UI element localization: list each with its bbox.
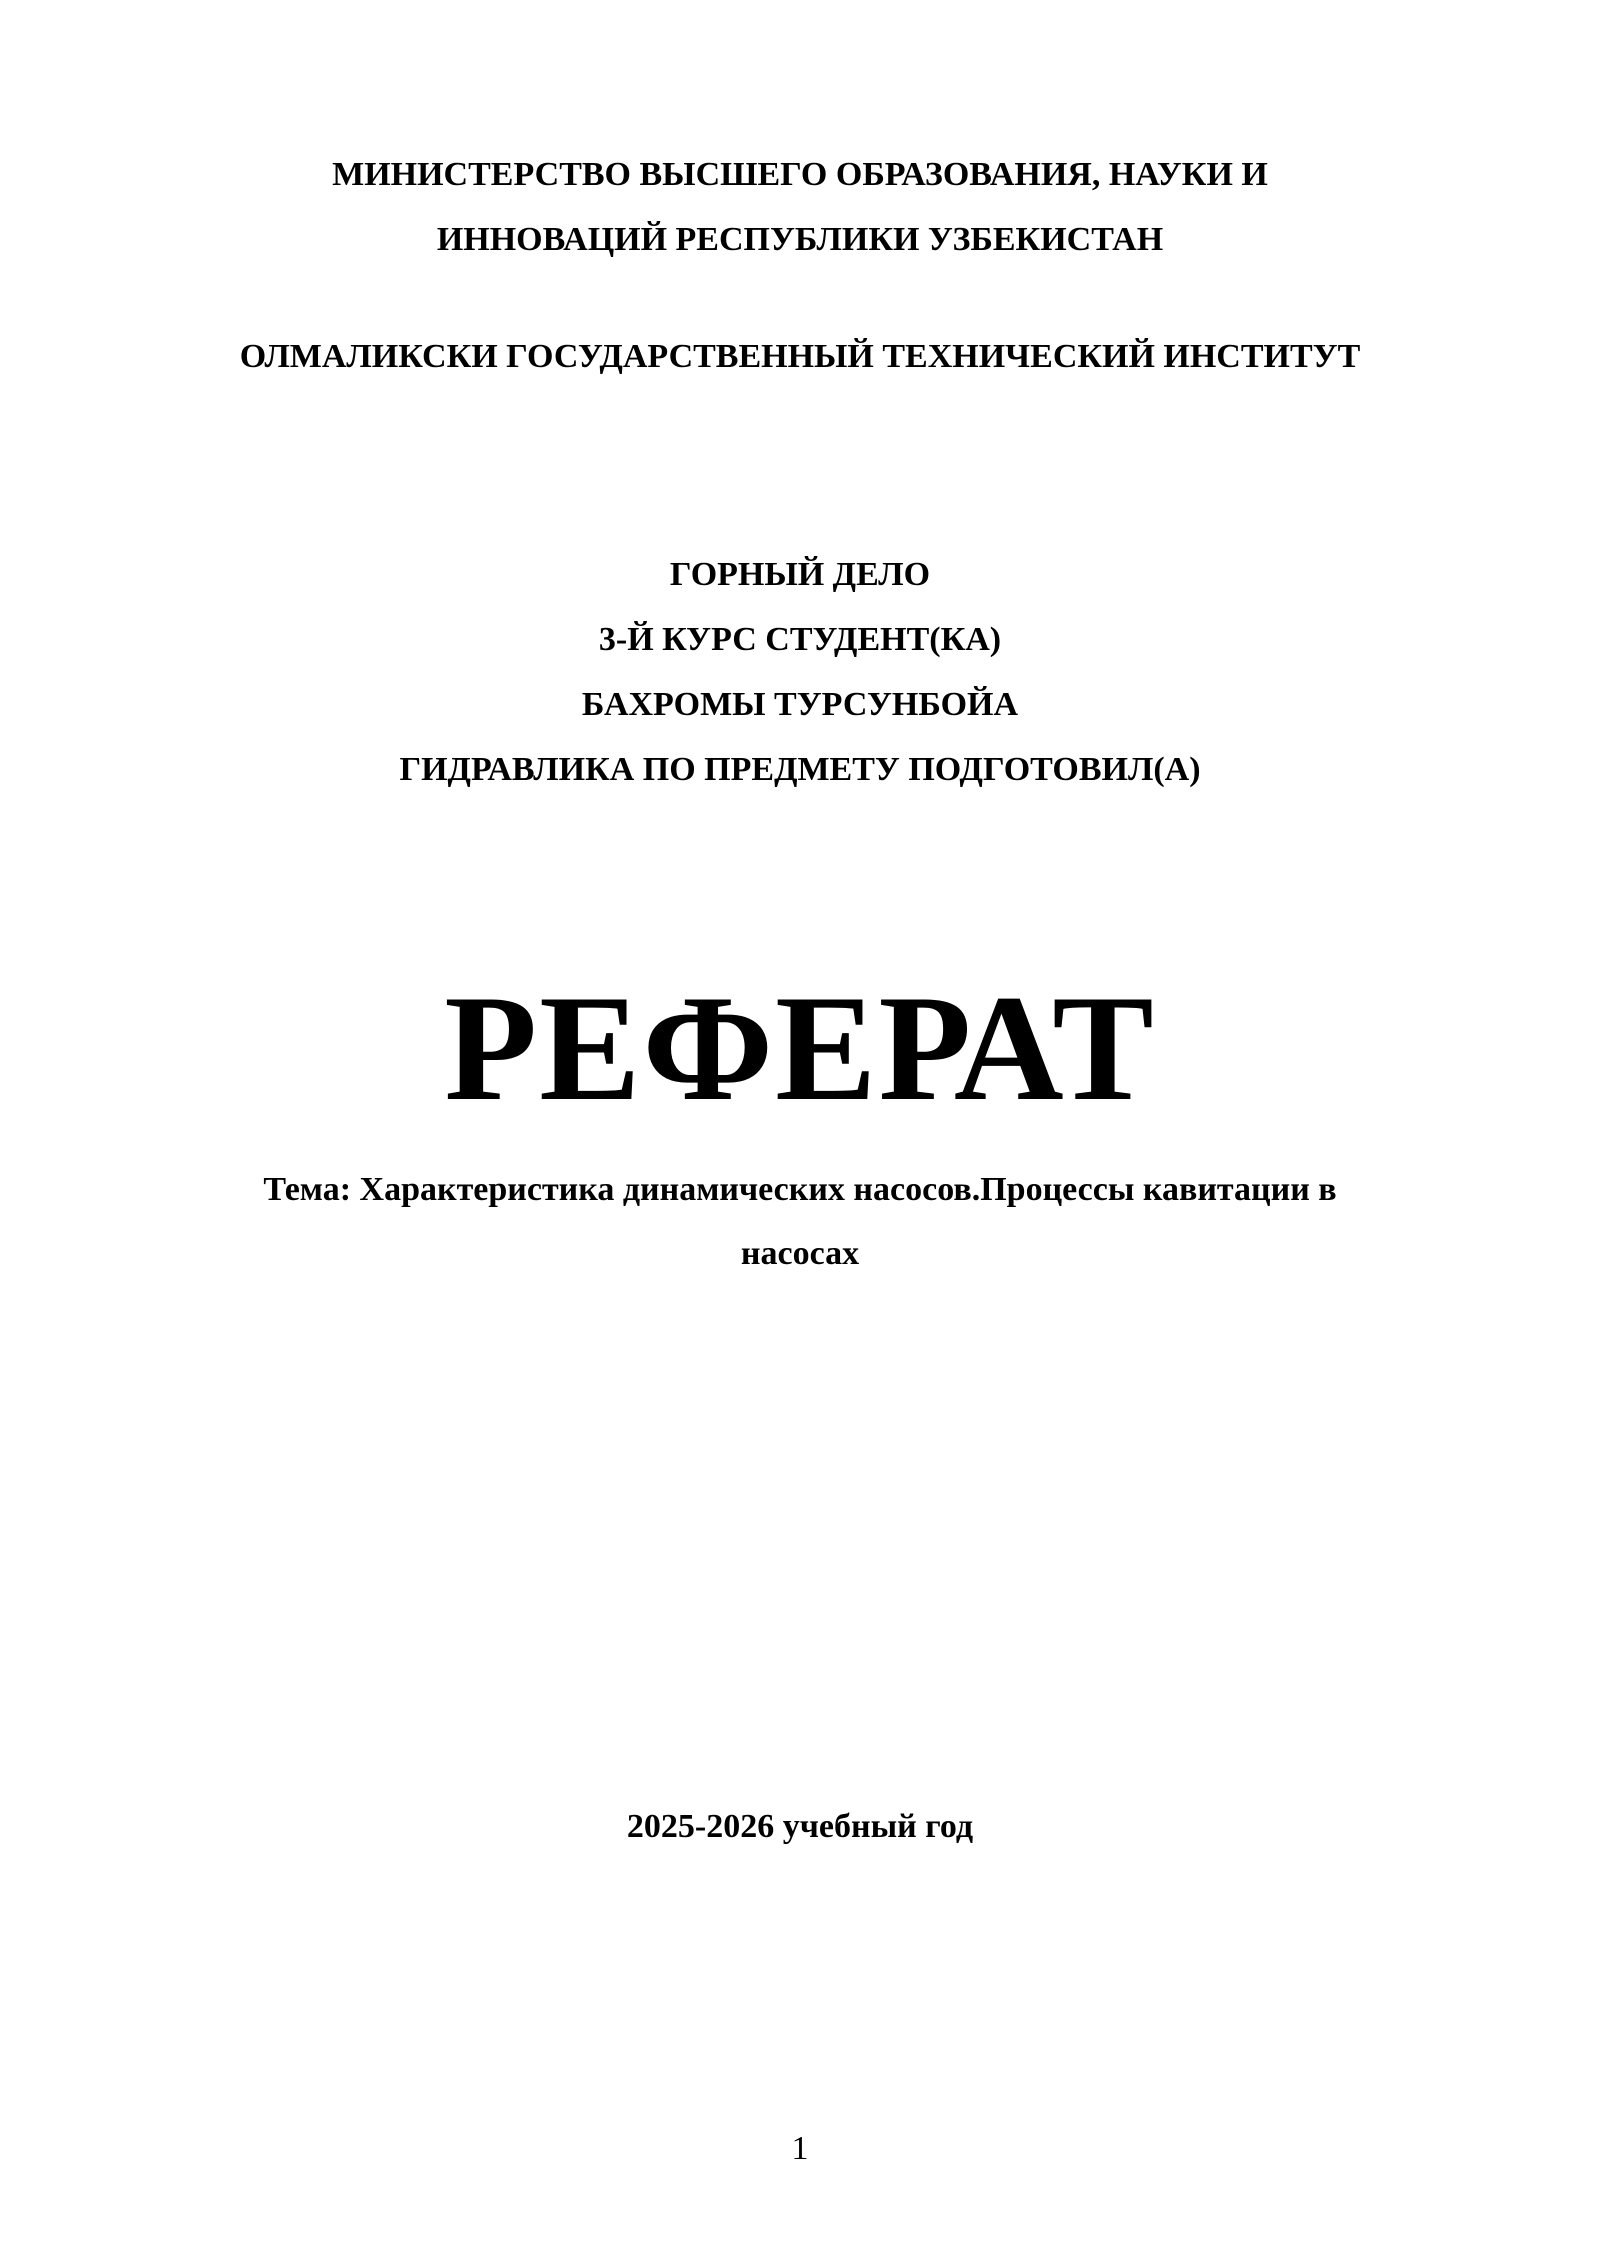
academic-year: 2025-2026 учебный год [626, 1808, 974, 1845]
topic-line-2: насосах [740, 1235, 860, 1272]
student-faculty: ГОРНЫЙ ДЕЛО [669, 556, 931, 593]
ministry-line-1: МИНИСТЕРСТВО ВЫСШЕГО ОБРАЗОВАНИЯ, НАУКИ И [332, 156, 1268, 193]
document-title: РЕФЕРАТ [444, 964, 1156, 1132]
ministry-line-2: ИННОВАЦИЙ РЕСПУБЛИКИ УЗБЕКИСТАН [436, 221, 1164, 258]
student-name: БАХРОМЫ ТУРСУНБОЙА [581, 686, 1019, 723]
institute-name: ОЛМАЛИКСКИ ГОСУДАРСТВЕННЫЙ ТЕХНИЧЕСКИЙ ИНСТИТУТ [239, 338, 1361, 375]
page-number: 1 [791, 2130, 809, 2167]
topic-line-1: Тема: Характеристика динамических насосов.Процессы кавитации в [263, 1171, 1337, 1208]
student-course: 3-Й КУРС СТУДЕНТ(КА) [598, 621, 1002, 658]
subject-prepared-by: ГИДРАВЛИКА ПО ПРЕДМЕТУ ПОДГОТОВИЛ(А) [399, 751, 1201, 788]
